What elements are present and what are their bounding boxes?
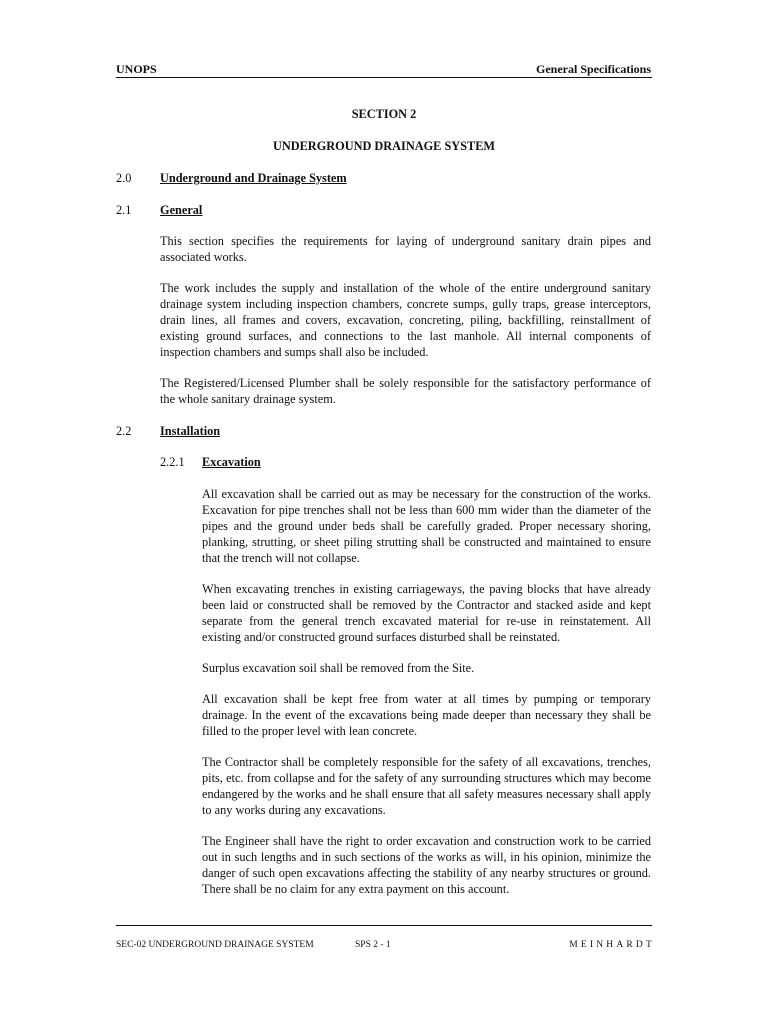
clause-number-2-2: 2.2 — [116, 424, 132, 438]
footer-divider — [116, 925, 652, 926]
footer-left: SEC-02 UNDERGROUND DRAINAGE SYSTEM — [116, 940, 314, 950]
clause-heading-2-2: Installation — [160, 424, 221, 438]
paragraph: The Engineer shall have the right to order excavation and construction work to be carried out in such lengths and in such sections of the works as will, in his opinion, minimize the danger of such open excavations affecting the stability of any nearby structures or ground. There shall be no claim for any extra payment on this account. — [202, 834, 651, 896]
clause-heading-2-0: Underground and Drainage System — [160, 171, 347, 185]
paragraph: Surplus excavation soil shall be removed from the Site. — [202, 661, 475, 675]
paragraph: When excavating trenches in existing carriageways, the paving blocks that have already been laid or constructed shall be removed by the Contractor and stacked aside and kept separate from the general trench excavated material for re-use in reinstatement. All existing and/or constructed ground surfaces disturbed shall be reinstated. — [202, 582, 651, 644]
paragraph: The work includes the supply and installation of the whole of the entire underground sanitary drainage system including inspection chambers, concrete sumps, gully traps, grease interceptors, drain lines, all frames and covers, excavation, concreting, piling, backfilling, reinstallment of existing ground surfaces, and connections to the last manhole. All internal components of inspection chambers and sumps shall also be included. — [160, 281, 651, 359]
section-number-title: SECTION 2 — [351, 107, 417, 121]
clause-heading-2-1: General — [160, 203, 203, 217]
footer-page-number: SPS 2 - 1 — [355, 940, 391, 950]
clause-number-2-2-1: 2.2.1 — [160, 455, 185, 469]
header-left: UNOPS — [116, 62, 157, 76]
paragraph: This section specifies the requirements for laying of underground sanitary drain pipes and associated works. — [160, 234, 651, 264]
paragraph: All excavation shall be carried out as may be necessary for the construction of the works. Excavation for pipe trenches shall not be less than 600 mm wider than the diameter of the pipes and the ground under beds shall be carefully graded. Proper necessary shoring, planking, strutting, or sheet piling strutting shall be constructed and maintained to ensure that the trench will not collapse. — [202, 487, 651, 565]
paragraph: All excavation shall be kept free from water at all times by pumping or temporary drainage. In the event of the excavations being made deeper than necessary they shall be filled to the proper level with lean concrete. — [202, 692, 651, 738]
clause-number-2-1: 2.1 — [116, 203, 132, 217]
header-right: General Specifications — [536, 62, 651, 76]
section-name-title: UNDERGROUND DRAINAGE SYSTEM — [272, 139, 496, 153]
paragraph: The Contractor shall be completely responsible for the safety of all excavations, trenches, pits, etc. from collapse and for the safety of any surrounding structures which may become endangered by the works and he shall ensure that all safety measures necessary shall apply to any works during any excavations. — [202, 755, 651, 817]
footer-right: MEINHARDT — [569, 940, 655, 950]
header-divider — [116, 77, 652, 78]
clause-number-2-0: 2.0 — [116, 171, 132, 185]
paragraph: The Registered/Licensed Plumber shall be solely responsible for the satisfactory performance of the whole sanitary drainage system. — [160, 376, 651, 406]
clause-heading-2-2-1: Excavation — [202, 455, 261, 469]
